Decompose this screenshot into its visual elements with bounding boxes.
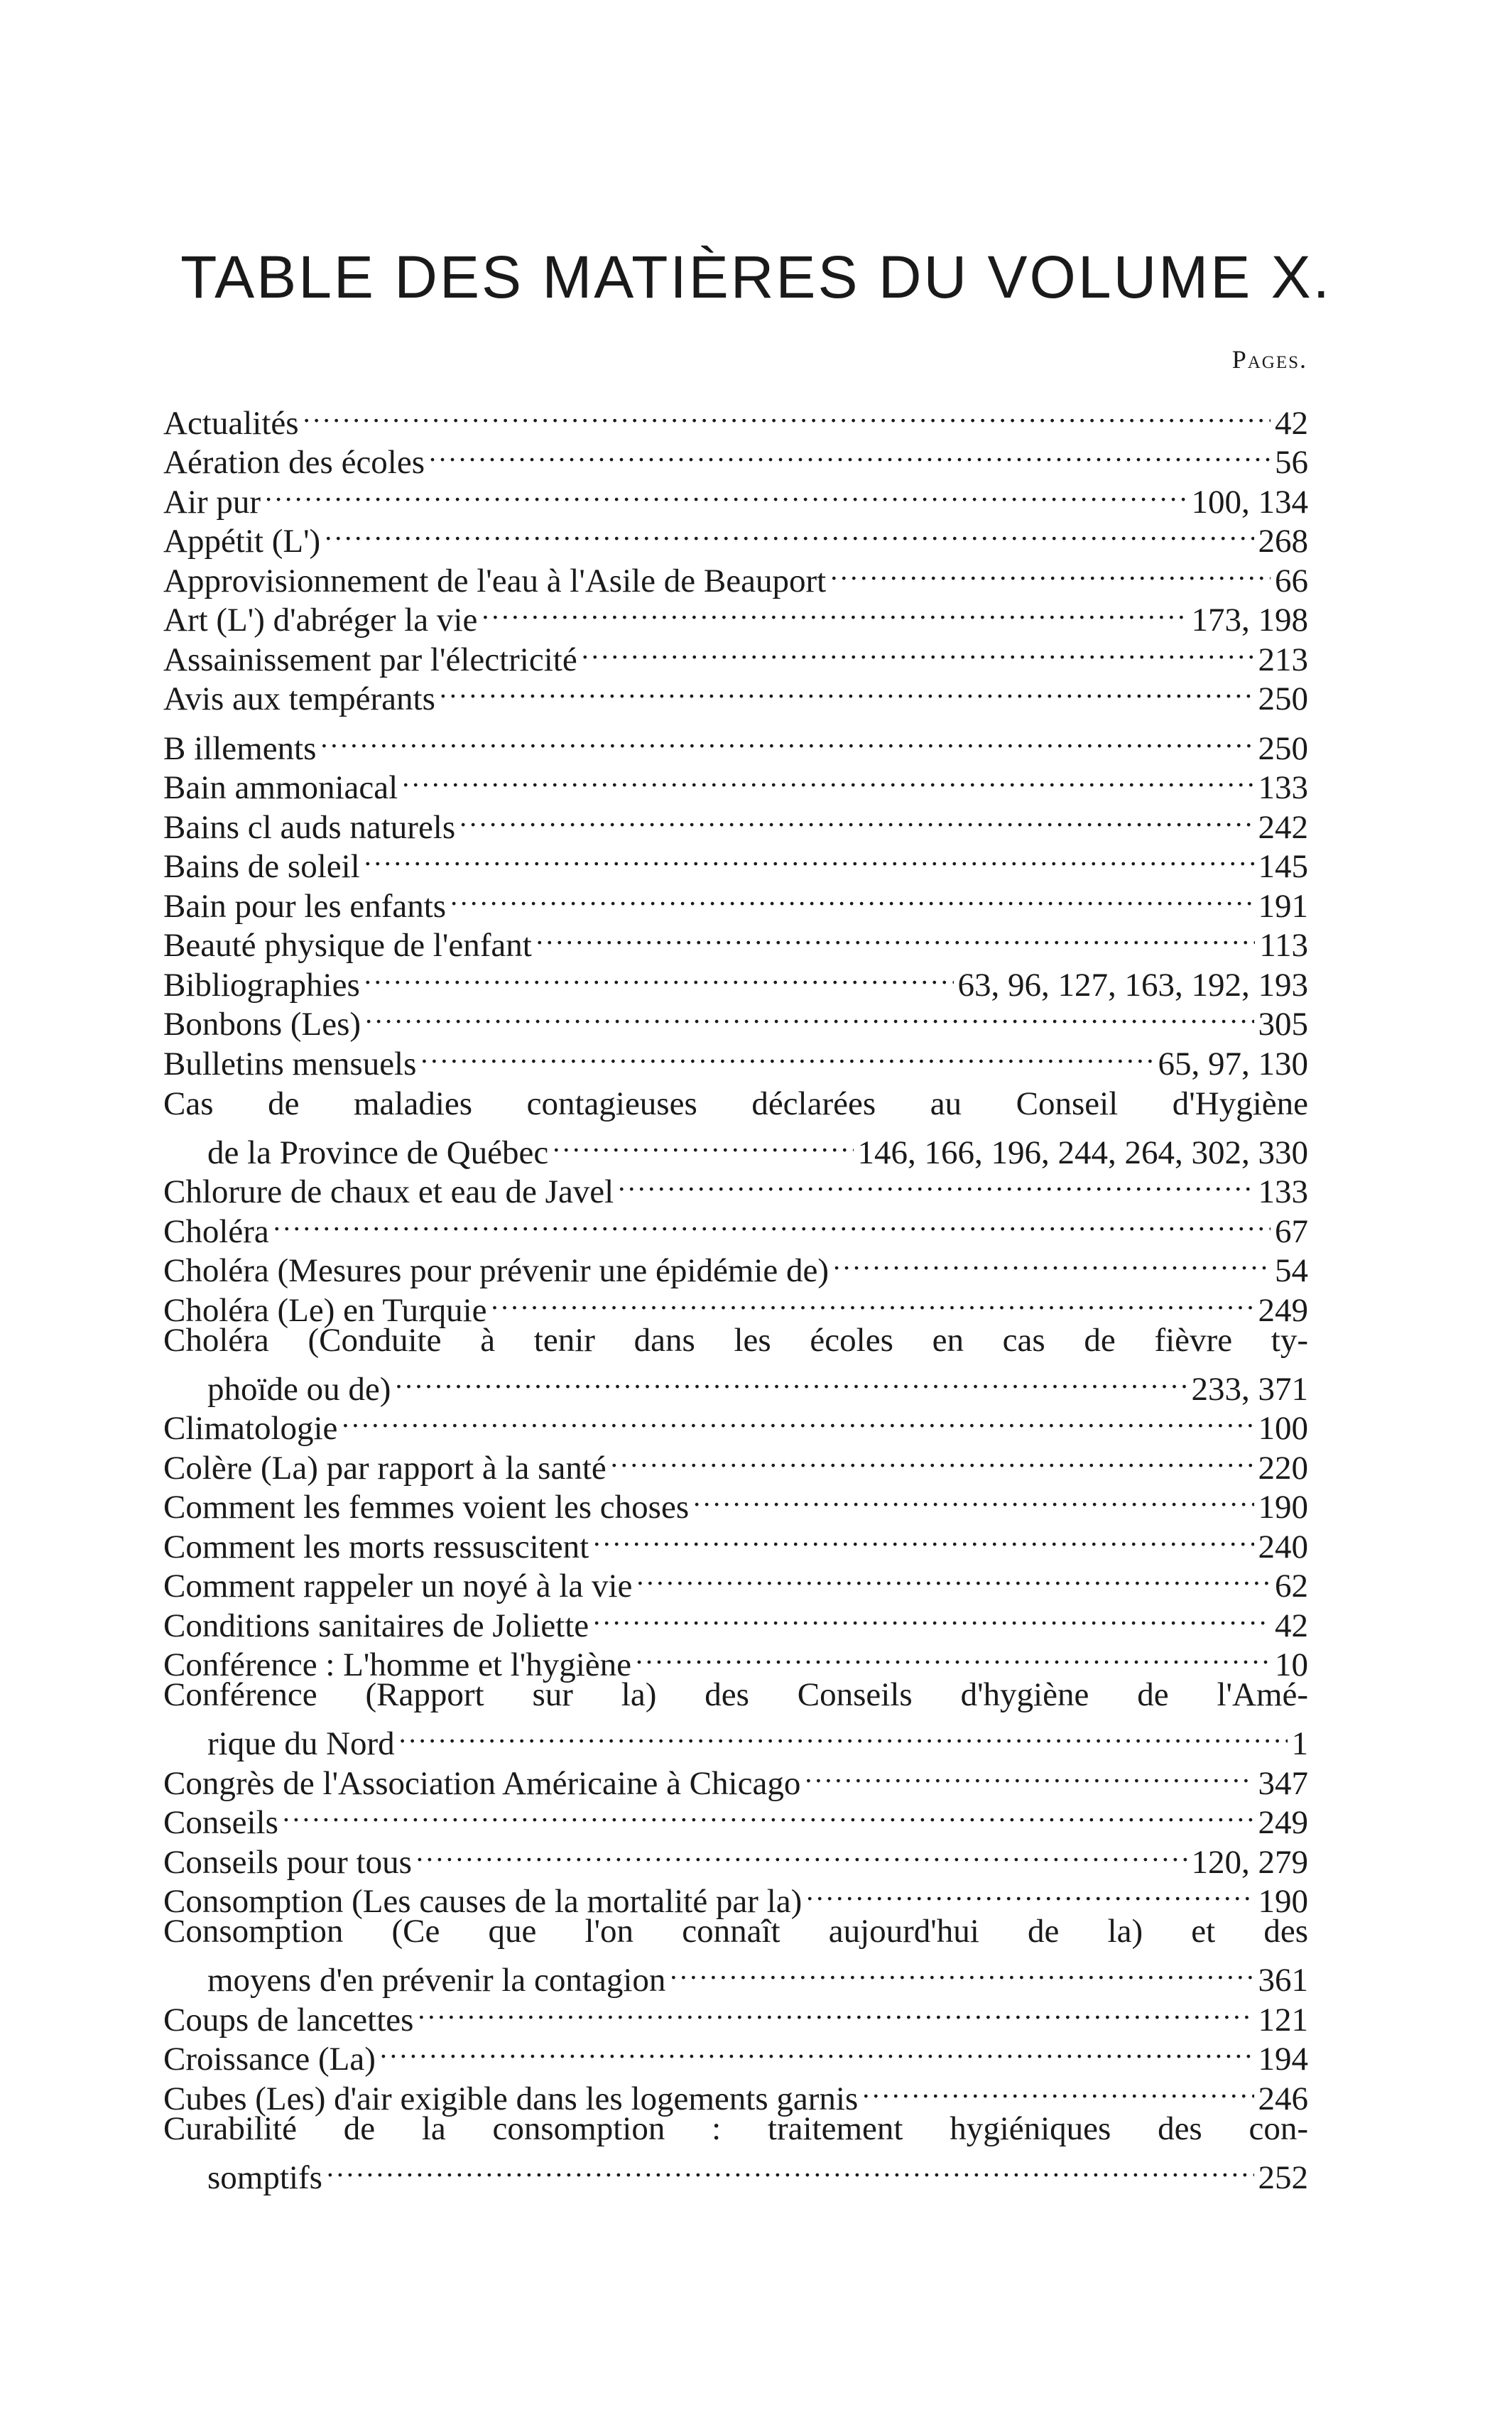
- page-numbers: 67: [1275, 1212, 1308, 1250]
- dot-leader: [618, 1163, 1253, 1203]
- entry-title: Aération des écoles: [163, 444, 425, 481]
- entry-title: Curabilité de la consomption : traitement hygiéniques des con-: [163, 2110, 1308, 2147]
- page-numbers: 42: [1275, 1607, 1308, 1644]
- page-numbers: 191: [1258, 887, 1308, 925]
- dot-leader: [364, 838, 1254, 878]
- dot-leader: [593, 1518, 1253, 1558]
- toc-line: [163, 1203, 1308, 1250]
- entry-title: Avis aux tempérants: [163, 680, 435, 717]
- dot-leader: [416, 1833, 1187, 1873]
- page-numbers: 145: [1258, 848, 1308, 885]
- dot-leader: [593, 1597, 1271, 1636]
- dot-leader: [830, 552, 1271, 592]
- dot-leader: [420, 1035, 1153, 1075]
- dot-leader: [636, 1558, 1271, 1597]
- dot-leader: [553, 1124, 853, 1163]
- page-numbers: 10: [1275, 1646, 1308, 1683]
- page-numbers: 249: [1258, 1291, 1308, 1329]
- toc-entry: [163, 1833, 1308, 1881]
- toc-line: [163, 1124, 1308, 1171]
- entry-title: Beauté physique de l'enfant: [163, 927, 532, 964]
- dot-leader: [805, 1754, 1253, 1794]
- page-numbers: 268: [1258, 523, 1308, 560]
- toc-line: [163, 434, 1308, 481]
- page-numbers: 233, 371: [1191, 1370, 1308, 1408]
- toc-line: [163, 1952, 1308, 1999]
- toc-entry: [163, 434, 1308, 481]
- dot-leader: [536, 917, 1255, 957]
- dot-leader: [399, 1715, 1288, 1755]
- entry-title: Comment les femmes voient les choses: [163, 1489, 690, 1526]
- toc-entry: [163, 394, 1308, 442]
- page-numbers: 305: [1258, 1006, 1308, 1043]
- entry-title: Chlorure de chaux et eau de Javel: [163, 1173, 614, 1210]
- entry-title: Comment rappeler un noyé à la vie: [163, 1568, 633, 1605]
- entry-title: Conférence (Rapport sur la) des Conseils d'hygiène de l'Amé-: [163, 1676, 1308, 1713]
- entry-title: rique du Nord: [207, 1725, 395, 1762]
- toc-entry: [163, 1321, 1308, 1408]
- entry-title: Actualités: [163, 404, 299, 442]
- toc-line: [163, 394, 1308, 442]
- toc-line: [163, 720, 1308, 767]
- entry-title: Colère (La) par rapport à la santé: [163, 1449, 607, 1487]
- dot-leader: [862, 2070, 1253, 2110]
- toc-line: [163, 1085, 1308, 1124]
- entry-title: moyens d'en prévenir la contagion: [207, 1962, 666, 1999]
- dot-leader: [327, 2149, 1254, 2188]
- entry-title: de la Province de Québec: [207, 1134, 549, 1171]
- dot-leader: [459, 798, 1253, 838]
- page-numbers: 120, 279: [1191, 1843, 1308, 1881]
- entry-title: Approvisionnement de l'eau à l'Asile de Beauport: [163, 562, 827, 599]
- dot-leader: [395, 1360, 1187, 1400]
- toc-letter-group: [163, 720, 1308, 1082]
- entry-title: Appétit (L'): [163, 523, 321, 560]
- page-numbers: 190: [1258, 1489, 1308, 1526]
- entry-title: Bain pour les enfants: [163, 887, 447, 925]
- toc-line: [163, 552, 1308, 599]
- page-numbers: 1: [1291, 1725, 1308, 1762]
- dot-leader: [364, 956, 954, 996]
- page-numbers: 361: [1258, 1962, 1308, 1999]
- entry-title: Assainissement par l'électricité: [163, 641, 577, 678]
- page-numbers: 62: [1275, 1568, 1308, 1605]
- dot-leader: [450, 877, 1253, 917]
- toc-entry: [163, 1085, 1308, 1171]
- dot-leader: [365, 996, 1253, 1036]
- toc-line: [163, 1321, 1308, 1361]
- page-numbers: 240: [1258, 1528, 1308, 1565]
- dot-leader: [342, 1400, 1253, 1440]
- dot-leader: [693, 1479, 1253, 1519]
- toc-entry: [163, 2110, 1308, 2196]
- entry-title: Conférence : L'homme et l'hygiène: [163, 1646, 632, 1683]
- dot-leader: [491, 1281, 1254, 1321]
- page-numbers: 133: [1258, 1173, 1308, 1210]
- toc-line: [163, 1833, 1308, 1881]
- toc-entry: [163, 759, 1308, 806]
- dot-leader: [806, 1873, 1253, 1913]
- entry-title: Bonbons (Les): [163, 1006, 361, 1043]
- toc-line: [163, 513, 1308, 560]
- dot-leader: [670, 1952, 1253, 1992]
- entry-title: Croissance (La): [163, 2041, 376, 2078]
- entry-title: Bibliographies: [163, 966, 360, 1004]
- dot-leader: [636, 1636, 1271, 1676]
- entry-title: Choléra (Conduite à tenir dans les écoles en cas de fièvre ty-: [163, 1321, 1308, 1359]
- toc-line: [163, 1242, 1308, 1289]
- toc-line: [163, 759, 1308, 806]
- entry-title: Consomption (Ce que l'on connaît aujourd'hui de la) et des: [163, 1913, 1308, 1950]
- pages-column-header: Pages.: [1231, 345, 1307, 374]
- entry-title: Cubes (Les) d'air exigible dans les logements garnis: [163, 2080, 859, 2117]
- toc-entry: [163, 552, 1308, 599]
- dot-leader: [283, 1794, 1254, 1834]
- entry-title: phoïde ou de): [207, 1370, 391, 1408]
- dot-leader: [611, 1439, 1254, 1479]
- entry-title: Choléra (Mesures pour prévenir une épidémie de): [163, 1252, 830, 1289]
- toc-line: [163, 1912, 1308, 1952]
- entry-title: Climatologie: [163, 1410, 338, 1447]
- dot-leader: [402, 759, 1253, 799]
- page-numbers: 146, 166, 196, 244, 264, 302, 330: [857, 1134, 1308, 1171]
- entry-title: Choléra (Le) en Turquie: [163, 1291, 487, 1329]
- dot-leader: [440, 671, 1254, 710]
- toc-letter-group: [163, 394, 1308, 717]
- page-numbers: 190: [1258, 1883, 1308, 1920]
- page-numbers: 347: [1258, 1764, 1308, 1802]
- entry-title: Bains cl auds naturels: [163, 808, 456, 846]
- page-numbers: 242: [1258, 808, 1308, 846]
- page-numbers: 173, 198: [1191, 602, 1308, 639]
- toc-line: [163, 1715, 1308, 1762]
- toc-letter-group: [163, 1085, 1308, 2196]
- page-numbers: 252: [1258, 2159, 1308, 2196]
- toc-line: [163, 1794, 1308, 1841]
- page-numbers: 63, 96, 127, 163, 192, 193: [957, 966, 1308, 1004]
- dot-leader: [429, 434, 1271, 474]
- entry-title: Conseils: [163, 1804, 278, 1841]
- page-numbers: 113: [1259, 927, 1308, 964]
- dot-leader: [482, 592, 1187, 631]
- page-numbers: 250: [1258, 680, 1308, 717]
- toc-entry: [163, 1676, 1308, 1762]
- page-numbers: 246: [1258, 2080, 1308, 2117]
- dot-leader: [418, 1991, 1253, 2031]
- page-numbers: 100, 134: [1191, 483, 1308, 521]
- page-numbers: 56: [1275, 444, 1308, 481]
- entry-title: Consomption (Les causes de la mortalité par la): [163, 1883, 803, 1920]
- toc-line: [163, 2149, 1308, 2196]
- page-numbers: 249: [1258, 1804, 1308, 1841]
- entry-title: Choléra: [163, 1212, 269, 1250]
- entry-title: Coups de lancettes: [163, 2001, 414, 2039]
- page-numbers: 66: [1275, 562, 1308, 599]
- dot-leader: [380, 2031, 1254, 2070]
- page-numbers: 42: [1275, 404, 1308, 442]
- page-numbers: 213: [1258, 641, 1308, 678]
- page-numbers: 220: [1258, 1449, 1308, 1487]
- toc-entry: [163, 1242, 1308, 1289]
- toc-line: [163, 2110, 1308, 2149]
- table-of-contents: [163, 394, 1308, 2198]
- dot-leader: [303, 394, 1271, 434]
- entry-title: Comment les morts ressuscitent: [163, 1528, 589, 1565]
- entry-title: Cas de maladies contagieuses déclarées au Conseil d'Hygiène: [163, 1085, 1308, 1122]
- dot-leader: [582, 631, 1254, 671]
- toc-line: [163, 473, 1308, 521]
- entry-title: Bulletins mensuels: [163, 1045, 417, 1082]
- toc-line: [163, 1360, 1308, 1408]
- page-numbers: 121: [1258, 2001, 1308, 2039]
- toc-entry: [163, 473, 1308, 521]
- page-title: TABLE DES MATIÈRES DU VOLUME X.: [180, 244, 1332, 310]
- dot-leader: [833, 1242, 1271, 1282]
- page-numbers: 250: [1258, 729, 1308, 767]
- entry-title: Conseils pour tous: [163, 1843, 412, 1881]
- entry-title: B illements: [163, 729, 317, 767]
- dot-leader: [320, 720, 1253, 759]
- dot-leader: [273, 1203, 1271, 1242]
- entry-title: Bains de soleil: [163, 848, 360, 885]
- entry-title: Air pur: [163, 483, 261, 521]
- entry-title: Conditions sanitaires de Joliette: [163, 1607, 589, 1644]
- entry-title: Bain ammoniacal: [163, 769, 398, 806]
- toc-entry: [163, 1912, 1308, 1999]
- toc-entry: [163, 720, 1308, 767]
- toc-entry: [163, 1203, 1308, 1250]
- page-numbers: 133: [1258, 769, 1308, 806]
- page-numbers: 100: [1258, 1410, 1308, 1447]
- dot-leader: [325, 513, 1253, 553]
- toc-line: [163, 1676, 1308, 1715]
- page-numbers: 194: [1258, 2041, 1308, 2078]
- dot-leader: [265, 473, 1187, 513]
- toc-entry: [163, 1794, 1308, 1841]
- entry-title: somptifs: [207, 2159, 322, 2196]
- page-numbers: 65, 97, 130: [1158, 1045, 1308, 1082]
- entry-title: Congrès de l'Association Américaine à Chicago: [163, 1764, 801, 1802]
- toc-entry: [163, 513, 1308, 560]
- entry-title: Art (L') d'abréger la vie: [163, 602, 478, 639]
- page-numbers: 54: [1275, 1252, 1308, 1289]
